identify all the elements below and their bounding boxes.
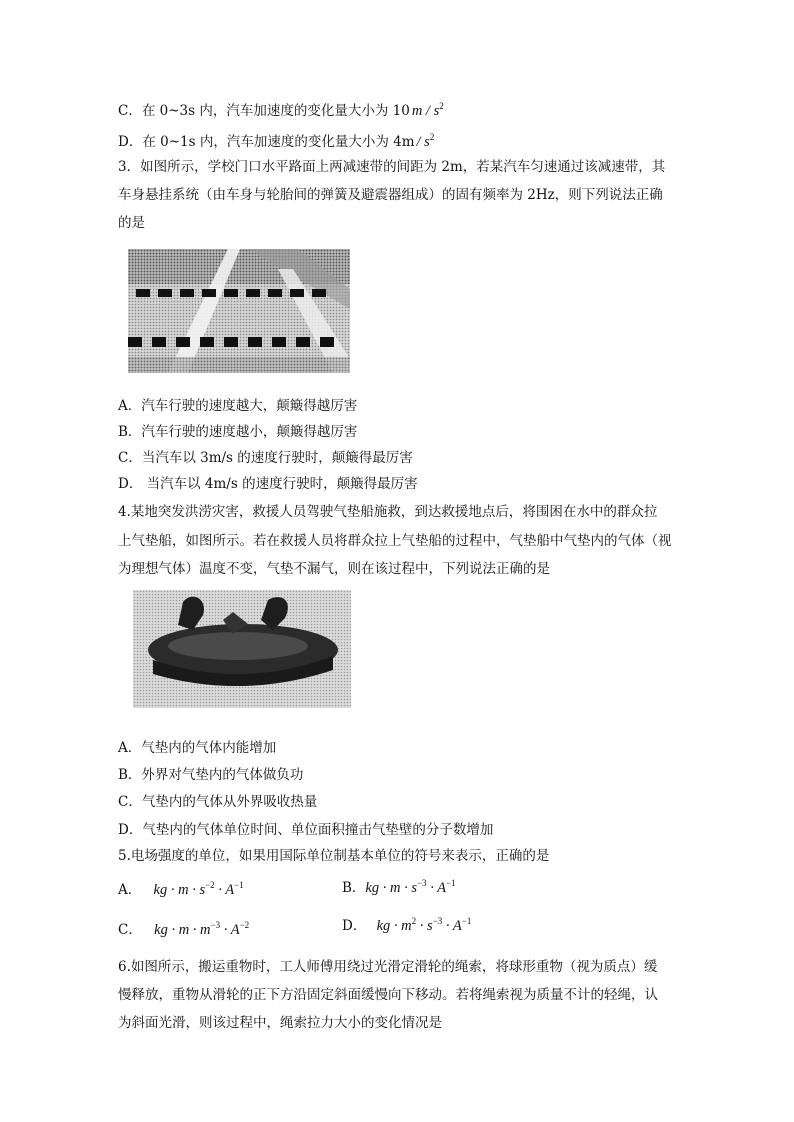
q5-option-a: A． kg · $m \cdot s^{-2} \cdot A^{-1}$ — [118, 880, 244, 898]
q3-option-d: D． 当汽车以 4m/s 的速度行驶时，颠簸得最厉害 — [118, 476, 418, 492]
q3-stem-line2: 车身悬挂系统（由车身与轮胎间的弹簧及避震器组成）的固有频率为 2Hz，则下列说法正确 — [118, 187, 663, 203]
q4-option-b: B．外界对气垫内的气体做负功 — [118, 767, 304, 783]
q4-stem-line2: 上气垫船，如图所示。若在救援人员将群众拉上气垫船的过程中，气垫船中气垫内的气体（视 — [118, 533, 672, 549]
q4-option-a: A．气垫内的气体内能增加 — [118, 740, 277, 756]
q5-option-d: D． kg · $m^2 \cdot s^{-3} \cdot A^{-1}$ — [342, 916, 472, 934]
q5-stem: 5.电场强度的单位，如果用国际单位制基本单位的符号来表示，正确的是 — [118, 848, 550, 864]
q4-stem-line1: 4.某地突发洪涝灾害，救援人员驾驶气垫船施救，到达救援地点后，将围困在水中的群众拉 — [118, 504, 658, 520]
q4-stem-line3: 为理想气体）温度不变，气垫不漏气，则在该过程中，下列说法正确的是 — [118, 561, 550, 577]
q3-option-b: B．汽车行驶的速度越小，颠簸得越厉害 — [118, 424, 358, 440]
q6-stem-line1: 6.如图所示，搬运重物时，工人师傅用绕过光滑定滑轮的绳索，将球形重物（视为质点）缓 — [118, 959, 658, 975]
q3-stem-line1: 3．如图所示，学校门口水平路面上两减速带的间距为 2m，若某汽车匀速通过该减速带，其 — [118, 159, 666, 175]
q6-stem-line2: 慢释放，重物从滑轮的正下方沿固定斜面缓慢向下移动。若将绳索视为质量不计的轻绳，认 — [118, 987, 658, 1003]
q5-option-c: C． kg · $m \cdot m^{-3} \cdot A^{-2}$ — [118, 920, 250, 938]
q5-options — [118, 874, 678, 944]
hovercraft-photo — [133, 590, 351, 708]
q2-option-d: D．在 0~1s 内，汽车加速度的变化量大小为 $4m / s^2$ — [118, 132, 435, 150]
q3-option-c: C．当汽车以 3m/s 的速度行驶时，颠簸得最厉害 — [118, 450, 413, 466]
q4-option-d: D．气垫内的气体单位时间、单位面积撞击气垫壁的分子数增加 — [118, 822, 494, 838]
q6-stem-line3: 为斜面光滑，则该过程中，绳索拉力大小的变化情况是 — [118, 1015, 442, 1031]
q3-option-a: A．汽车行驶的速度越大，颠簸得越厉害 — [118, 398, 358, 414]
q2-option-c: C．在 0~3s 内，汽车加速度的变化量大小为 10 m / $s^2$ — [118, 101, 444, 119]
q4-option-c: C．气垫内的气体从外界吸收热量 — [118, 794, 318, 810]
q5-option-b: B．kg · $m \cdot s^{-3} \cdot A^{-1}$ — [342, 878, 456, 896]
q3-stem-line3: 的是 — [118, 215, 145, 231]
speed-bump-photo — [128, 249, 350, 373]
